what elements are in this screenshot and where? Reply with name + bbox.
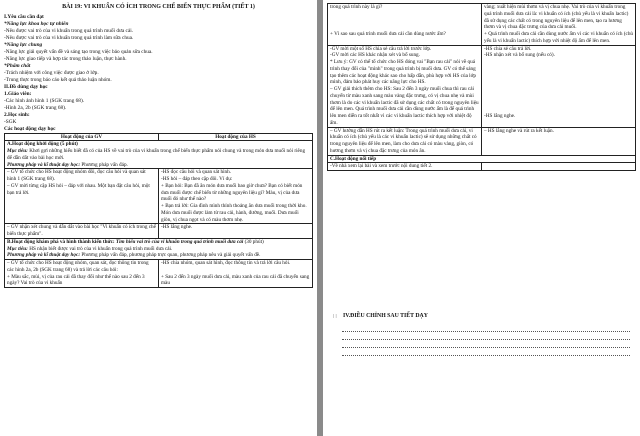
student-cell: -HS đọc câu hỏi và quan sát hình. -HS hỏi – đáp theo cặp đôi. Ví dụ: + Bạn hỏi: Bạn đã ăn món dưa muối bao giờ chưa? Bạn có biết món dưa muối được chế biến từ những nguyên liệu gì? Màu, vị của dưa muối đó như thế nào? + Bạn trả lời: Gia đình mình thỉnh thoảng ăn dưa muối trong thời kho. Món dưa muối được làm từ rau cải, hành, đường, muối. Dưa muối giòn, vị chua ngọt và có màu thơm nhẹ. <box>159 169 313 224</box>
requirement-line: -Nêu được vai trò của vi khuẩn trong quá trình muối dưa cải. <box>4 27 134 34</box>
teacher-cell: – GV nhận xét chung và dẫn dắt vào bài học "Vi khuẩn có ích trong chế biến thực phẩm". <box>5 224 159 239</box>
teacher-cell: -Về nhà xem lại bài và xem trước nội dung tiết 2. <box>328 163 482 171</box>
student-cell: vàng; xuất hiện mùi thơm và vị chua nhẹ. Vai trò của vi khuẩn trong quá trình muối dưa cải là: vi khuẩn có ích (chủ yếu là vi khuẩn lactic) đã sử dụng các chất có trong nguyên liệu để lên men, tạo ra hương thơm và vị chua đặc trưng của dưa cải muối. + Quá trình muối dưa cải cần dùng nước ấm vì các vi khuẩn có ích (chủ yếu là vi khuẩn lactic) thích hợp với nhiệt độ ấm để lên men. <box>482 4 636 46</box>
requirement-line: -Trách nhiệm với công việc được giao ở lớp. <box>4 69 99 76</box>
teacher-cell: -GV mời một số HS chia sẻ câu trả lời trước lớp. -GV mời các HS khác nhận xét và bổ sung. * Lưu ý: GV có thể tổ chức cho HS đóng vai "Bạn rau cải" nói về quá trình thay đổi của "mình" trong quá trình bị muối dưa. GV có thể sáng tạo thêm các hoạt động khác sao cho hấp dẫn, phù hợp với HS của lớp mình, đảm bảo phát huy các năng lực cho HS. – GV giải thích thêm cho HS: Sau 2 đến 3 ngày muối chua thì rau cải chuyển từ màu xanh sang màu vàng đặc trưng, có vị chua nhẹ và mùi thơm là do các vi khuẩn lactic đã sử dụng các chất có trong nguyên liệu để lên men. Quá trình muối dưa cải cần dùng nước ấm là để quá trình lên men diễn ra tốt nhất vì các vi khuẩn lactic thích hợp với nhiệt độ ấm. <box>328 45 482 127</box>
table-row <box>5 141 313 169</box>
activity-table-left <box>4 133 313 289</box>
method-text: Phương pháp vấn đáp. <box>80 161 128 168</box>
lesson-title: BÀI 19: VI KHUẨN CÓ ÍCH TRONG CHẾ BIẾN THỰC PHẨM (TIẾT 1) <box>62 4 255 10</box>
requirement-line: 2.Học sinh: <box>4 111 30 118</box>
lesson-requirements <box>4 14 313 133</box>
table-row <box>5 169 313 224</box>
requirement-line: -Trung thực trong báo cáo kết quả thảo luận nhóm. <box>4 76 112 83</box>
section-a-title: A.Hoạt động khởi động (5 phút) <box>7 141 78 148</box>
requirement-line: 1.Giáo viên: <box>4 90 32 97</box>
section-b-time: (30 phút) <box>243 238 264 245</box>
goal-label: Mục tiêu: <box>7 245 28 252</box>
table-row <box>328 163 636 171</box>
table-row <box>328 4 636 46</box>
document-page-left <box>0 0 317 436</box>
table-row <box>5 260 313 288</box>
teacher-cell: – GV tổ chức cho HS hoạt động nhóm, quan sát, đọc thông tin trong các hình 2a, 2b (SGK trang 68) và trả lời các câu hỏi: + Màu sắc, mùi, vị của rau cải đã thay đổi như thế nào sau 2 đến 3 ngày? Vai trò của vi khuẩn <box>5 260 159 288</box>
table-row <box>5 238 313 259</box>
requirement-line: *Năng lực chung <box>4 41 43 48</box>
method-label: Phương pháp và kĩ thuật dạy học: <box>7 252 81 259</box>
goal-text: HS nhận biết được vai trò của vi khuẩn trong quá trình muối dưa cải. <box>27 245 173 252</box>
requirement-line: -Các hình ảnh hình 1 (SGK trang 68). <box>4 97 85 104</box>
table-row <box>328 45 636 127</box>
table-header-row <box>5 133 313 141</box>
table-row <box>328 127 636 155</box>
requirement-line: -SGK <box>4 118 17 125</box>
table-row <box>328 155 636 163</box>
header-student: Hoạt động của HS <box>159 133 313 141</box>
requirement-line: -Năng lực giải quyết vấn đề và sáng tạo trong việc bảo quản sữa chua. <box>4 48 153 55</box>
requirement-line: Các hoạt động dạy học <box>4 125 56 132</box>
section-c-title: C.Hoạt động nối tiếp <box>328 155 636 163</box>
header-teacher: Hoạt động của GV <box>5 133 159 141</box>
student-cell: -HS chia nhóm, quan sát hình, đọc thông tin và trả lời câu hỏi. + Sau 2 đến 3 ngày muối dưa cải, màu xanh của rau cải đã chuyển sang màu <box>159 260 313 288</box>
student-cell <box>482 163 636 171</box>
requirement-line: I.Yêu cầu cần đạt <box>4 13 44 20</box>
student-cell: -HS lắng nghe. <box>159 224 313 239</box>
requirement-line: -Hình 2a, 2b (SGK trang 68). <box>4 104 67 111</box>
section-a-cell <box>5 141 313 169</box>
method-label: Phương pháp và kĩ thuật dạy học: <box>7 161 81 168</box>
dotted-line <box>342 348 630 356</box>
student-cell: – HS lắng nghe và rút ra kết luận. <box>482 127 636 155</box>
dotted-line <box>342 340 630 348</box>
student-cell: -HS chia sẻ câu trả lời. -HS nhận xét và bổ sung (nếu có). -HS lắng nghe. <box>482 45 636 127</box>
dotted-line <box>342 332 630 340</box>
section-b-cell <box>5 238 313 259</box>
teacher-cell: trong quá trình này là gì? + Vì sao sau quá trình muối dưa cải cần dùng nước ấm? <box>328 4 482 46</box>
adjustment-notes-lines <box>326 324 636 356</box>
requirement-line: -Năng lực giao tiếp và hợp tác trong thảo luận, thực hành. <box>4 55 127 62</box>
requirement-line: *Năng lực khoa học tự nhiên <box>4 20 69 27</box>
teacher-cell: – GV tổ chức cho HS hoạt động nhóm đôi, đọc câu hỏi và quan sát hình 1 (SGK trang 68). – GV mời từng cặp HS hỏi – đáp với nhau. Một bạn đặt câu hỏi, một bạn trả lời. <box>5 169 159 224</box>
adjustment-section-title: IV.ĐIỀU CHỈNH SAU TIẾT DẠY <box>343 313 428 319</box>
goal-text: Khơi gợi những hiểu biết đã có của HS về vai trò của vi khuẩn trong chế biến thực phẩm nói chung và trong món dưa muối nói riêng để dẫn dắt vào bài học mới. <box>7 148 306 161</box>
section-b-topic: Tìm hiểu vai trò của vi khuẩn trong quá trình muối dưa cải <box>114 238 244 245</box>
requirement-line: II.Đồ dùng dạy học <box>4 83 48 90</box>
requirement-line: -Nêu được vai trò của vi khuẩn trong quá trình làm sữa chua. <box>4 34 134 41</box>
table-row <box>5 224 313 239</box>
move-handle-icon[interactable]: ∷ <box>333 314 337 320</box>
teacher-cell: – GV hướng dẫn HS rút ra kết luận: Trong quá trình muối dưa cải, vi khuẩn có ích (chủ yếu là các vi khuẩn lactic) sẽ sử dụng những chất có trong nguyên liệu để lên men, làm cho dưa cải có màu vàng, giòn, có hương thơm và vị chua đặc trưng của món ăn. <box>328 127 482 155</box>
dotted-line <box>342 324 630 332</box>
goal-label: Mục tiêu: <box>7 148 28 155</box>
method-text: Phương pháp vấn đáp, phương pháp trực quan, phương pháp nêu và giải quyết vấn đề. <box>80 252 261 259</box>
activity-table-right <box>327 3 636 171</box>
section-b-title: B.Hoạt động khám phá và hình thành kiến thức: <box>7 238 115 245</box>
document-page-right <box>323 0 640 436</box>
requirement-line: *Phẩm chất <box>4 62 31 69</box>
